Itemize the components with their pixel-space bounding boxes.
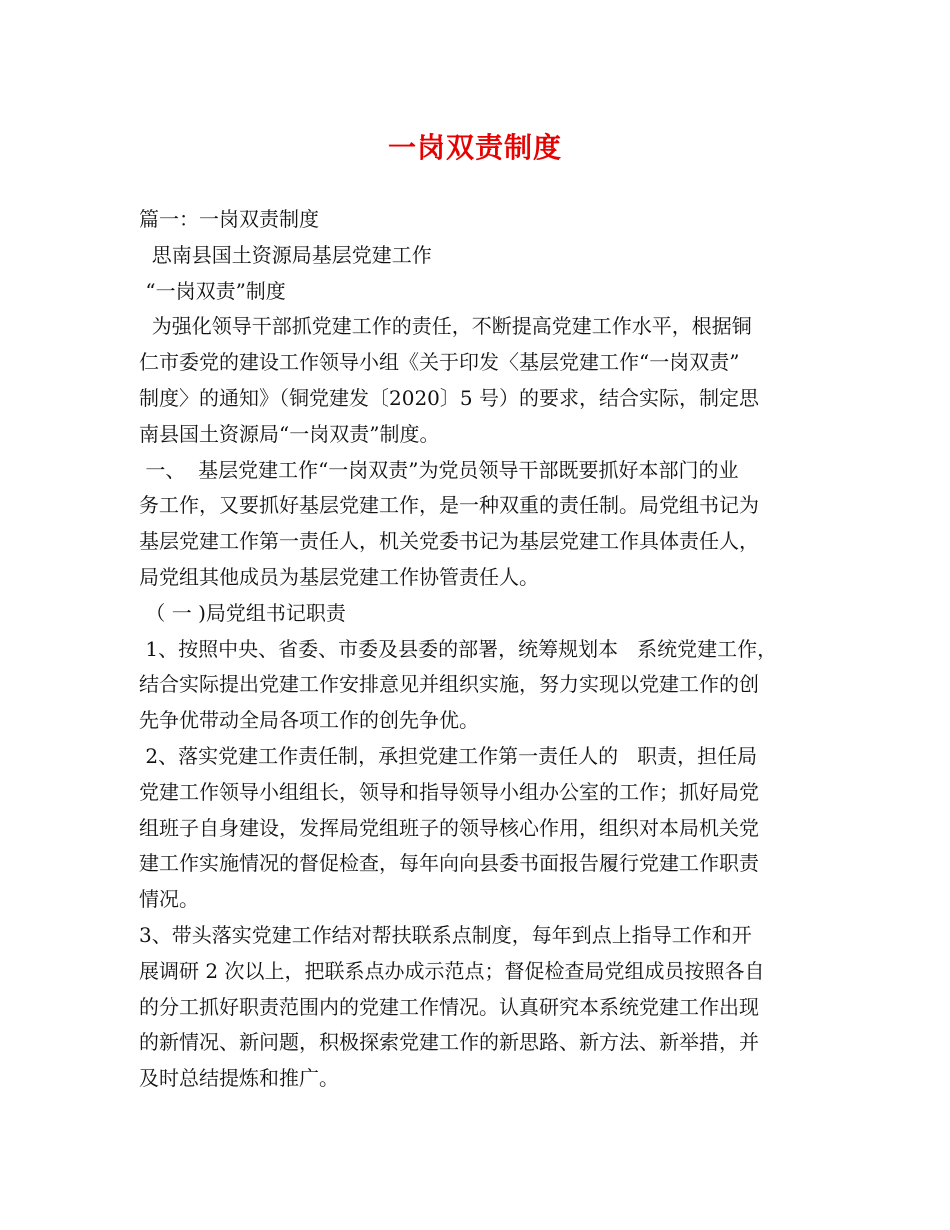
document-title: 一岗双责制度 <box>387 131 562 164</box>
text-line: 结合实际提出党建工作安排意见并组织实施，努力实现以党建工作的创 <box>139 672 759 697</box>
text-line: 一、 基层党建工作“一岗双责”为党员领导干部既要抓好本部门的业 <box>139 457 739 482</box>
text-line: 局党组其他成员为基层党建工作协管责任人。 <box>139 564 539 589</box>
text-line: 党建工作领导小组组长，领导和指导领导小组办公室的工作；抓好局党 <box>139 779 759 804</box>
text-line: 为强化领导干部抓党建工作的责任，不断提高党建工作水平，根据铜 <box>139 314 752 339</box>
text-line: 制度〉的通知》（铜党建发〔2020〕5 号）的要求，结合实际，制定思 <box>139 385 759 410</box>
text-line: 南县国土资源局“一岗双责”制度。 <box>139 421 440 446</box>
text-line: 基层党建工作第一责任人，机关党委书记为基层党建工作具体责任人， <box>139 529 759 554</box>
text-line: 1、按照中央、省委、市委及县委的部署，统筹规划本 系统党建工作， <box>139 636 778 661</box>
text-line: 情况。 <box>139 887 199 912</box>
text-line: 先争优带动全局各项工作的创先争优。 <box>139 708 479 733</box>
text-line: 建工作实施情况的督促检查，每年向向县委书面报告履行党建工作职责 <box>139 851 759 876</box>
text-line: 的新情况、新问题，积极探索党建工作的新思路、新方法、新举措，并 <box>139 1030 759 1055</box>
text-line: 思南县国土资源局基层党建工作 <box>139 242 432 267</box>
document-body <box>139 202 829 1097</box>
text-line: 2、落实党建工作责任制，承担党建工作第一责任人的 职责，担任局 <box>139 743 758 768</box>
text-line: 仁市委党的建设工作领导小组《关于印发〈基层党建工作“一岗双责” <box>139 350 740 375</box>
text-line: 展调研 2 次以上，把联系点办成示范点；督促检查局党组成员按照各自 <box>139 958 765 983</box>
text-line: 及时总结提炼和推广。 <box>139 1066 339 1091</box>
text-line: 3、带头落实党建工作结对帮扶联系点制度，每年到点上指导工作和开 <box>139 922 752 947</box>
text-line: 篇一：一岗双责制度 <box>139 207 319 231</box>
text-line: “一岗双责”制度 <box>139 278 286 303</box>
text-line: （ 一 )局党组书记职责 <box>139 600 346 625</box>
text-line: 务工作，又要抓好基层党建工作，是一种双重的责任制。局党组书记为 <box>139 493 759 518</box>
text-line: 的分工抓好职责范围内的党建工作情况。认真研究本系统党建工作出现 <box>139 994 759 1019</box>
text-line: 组班子自身建设，发挥局党组班子的领导核心作用，组织对本局机关党 <box>139 815 759 840</box>
